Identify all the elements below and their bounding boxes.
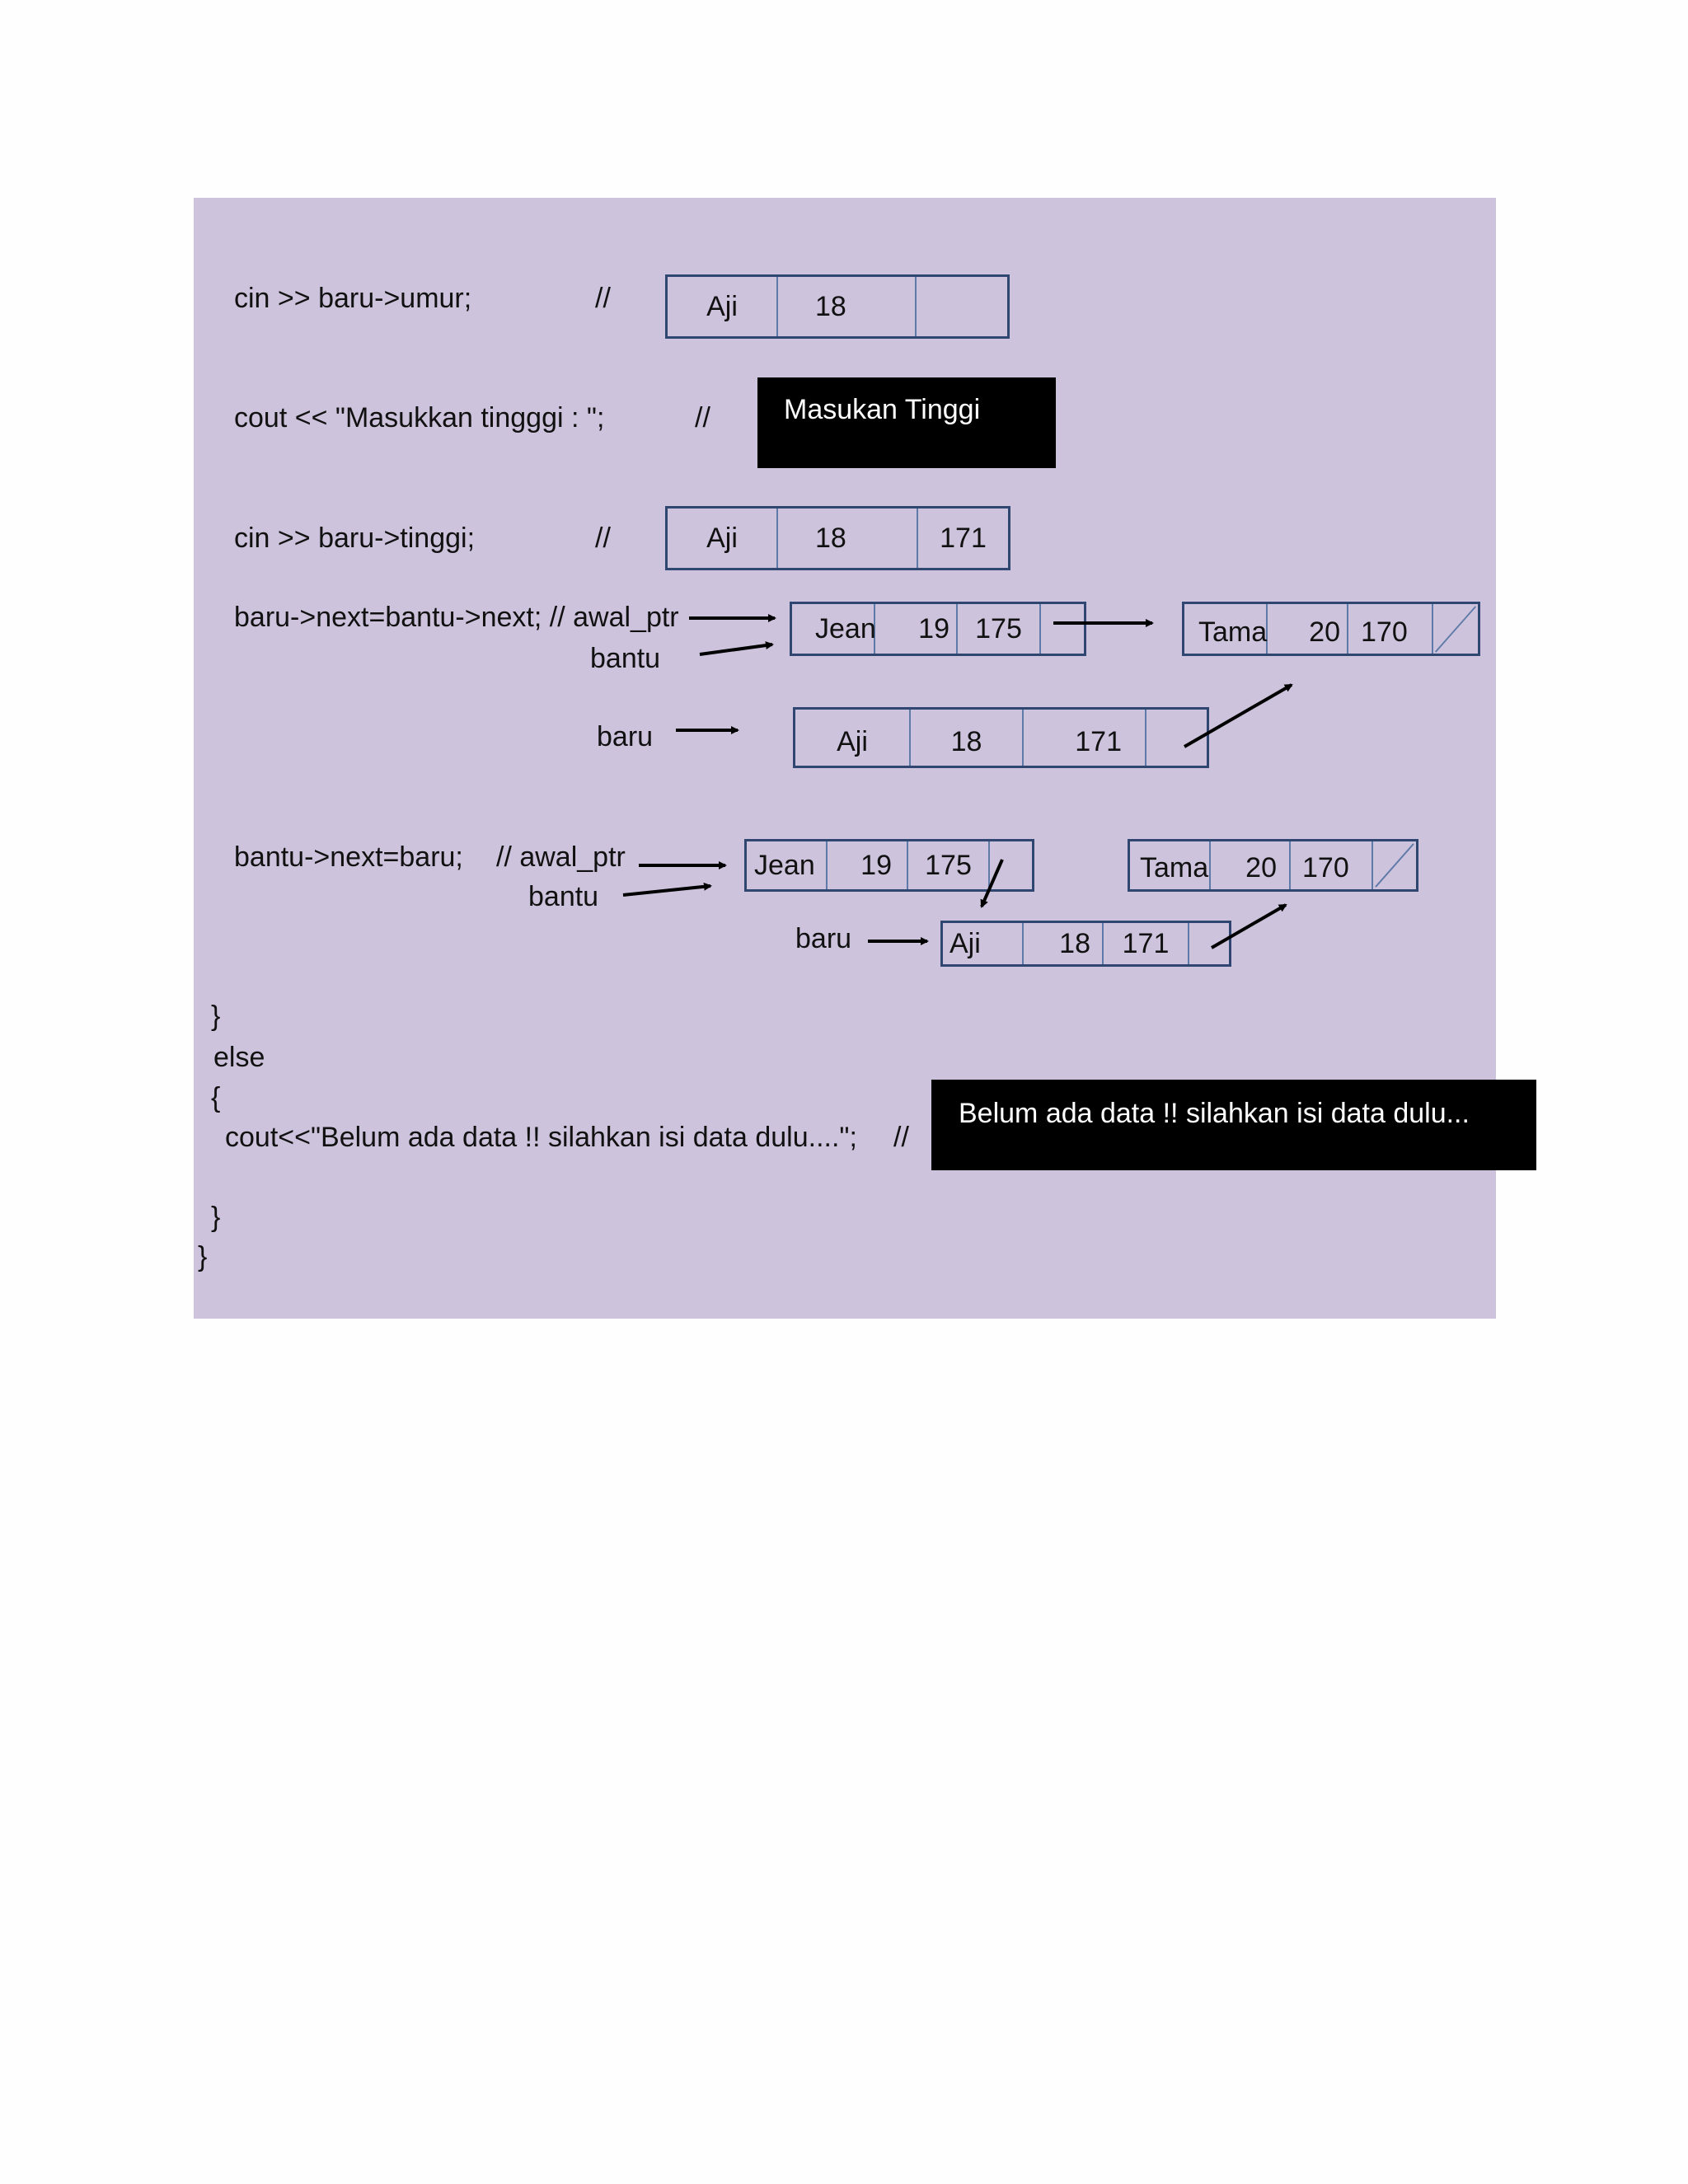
arrow-bantu-2: [623, 886, 710, 895]
comment-2: //: [695, 402, 710, 434]
code-next-assign: baru->next=bantu->next; // awal_ptr: [234, 602, 679, 633]
node-umur: 20: [1211, 841, 1291, 889]
brace-close-1: }: [211, 1001, 221, 1032]
node-tinggi: 171: [1024, 710, 1146, 766]
node-umur: 18: [778, 509, 918, 568]
node-nama: Aji: [668, 277, 778, 336]
brace-close-2: }: [211, 1202, 221, 1233]
label-bantu-2: bantu: [528, 881, 599, 912]
node-nama: Jean: [747, 841, 828, 889]
node-nama: Aji: [668, 509, 778, 568]
node-nama: Tama: [1130, 841, 1211, 889]
brace-open: {: [211, 1082, 221, 1113]
comment-awal-2: // awal_ptr: [496, 841, 626, 873]
comment-3: //: [595, 523, 611, 554]
node-tinggi: 170: [1348, 604, 1433, 654]
label-baru-2: baru: [795, 923, 852, 954]
comment-belum: //: [893, 1122, 909, 1153]
console-masukan-tinggi-text: Masukan Tinggi: [784, 394, 981, 425]
node-umur: 19: [875, 604, 958, 654]
node-nama: Jean: [792, 604, 875, 654]
node-nama: Tama: [1184, 604, 1268, 654]
node-tinggi: 171: [1104, 923, 1189, 964]
code-bantu-next: bantu->next=baru;: [234, 841, 463, 873]
arrow-aji-to-tama-1: [1184, 685, 1292, 747]
node-tinggi: 171: [940, 522, 987, 554]
node-tinggi: 170: [1291, 841, 1373, 889]
else-keyword: else: [213, 1042, 265, 1073]
node-umur: 20: [1268, 604, 1348, 654]
brace-close-3: }: [198, 1241, 208, 1272]
label-baru-1: baru: [597, 721, 654, 752]
console-belum-ada-text: Belum ada data !! silahkan isi data dulu...: [959, 1098, 1470, 1129]
node-umur: 18: [778, 277, 917, 336]
code-cout-belum: cout<<"Belum ada data !! silahkan isi data dulu....";: [225, 1122, 857, 1153]
code-cin-tinggi: cin >> baru->tinggi;: [234, 523, 476, 554]
node-umur: 18: [911, 710, 1024, 766]
node-nama: Aji: [795, 710, 911, 766]
node-nama: Aji: [943, 923, 1024, 964]
node-tinggi: 175: [958, 604, 1041, 654]
node-umur: 18: [1024, 923, 1104, 964]
code-cout-tinggi: cout << "Masukkan tingggi : ";: [234, 402, 605, 434]
arrow-jean-to-aji: [982, 860, 1002, 907]
arrow-aji-to-tama-2: [1212, 905, 1286, 948]
arrow-bantu-1: [700, 644, 772, 654]
comment-1: //: [595, 283, 611, 314]
label-bantu-1: bantu: [590, 643, 661, 674]
node-umur: 19: [828, 841, 908, 889]
node-tinggi: 175: [908, 841, 990, 889]
code-cin-umur: cin >> baru->umur;: [234, 283, 472, 314]
